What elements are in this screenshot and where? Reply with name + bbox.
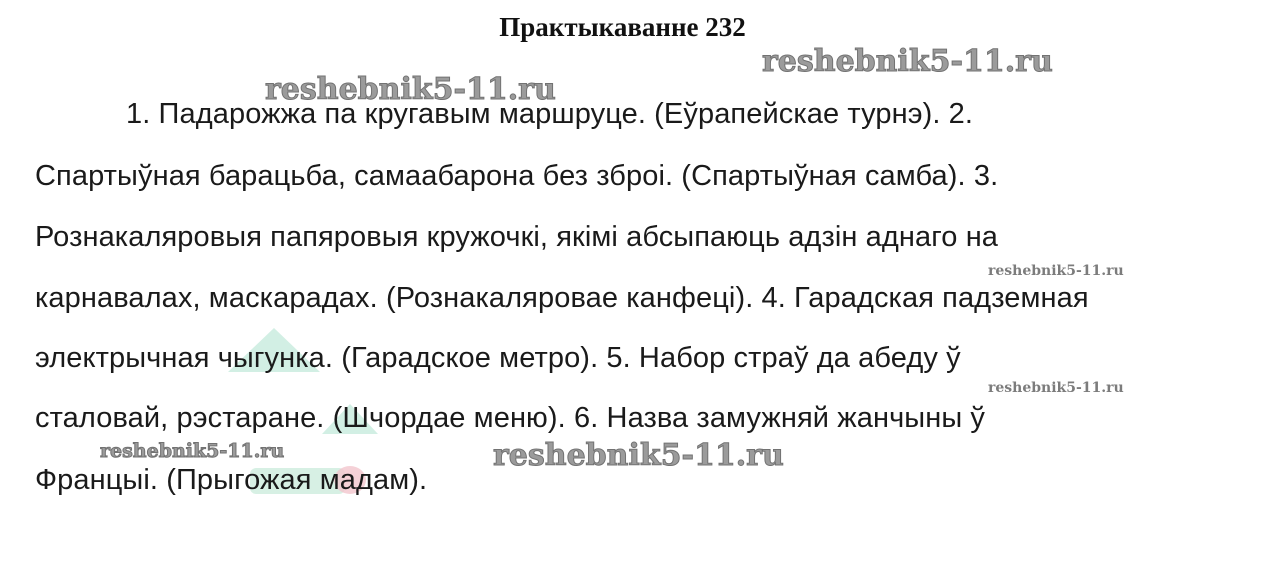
watermark: reshebnik5-11.ru [988,380,1124,396]
text-line-6: сталовай, рэстаране. (Шчордае меню). 6. Назва замужняй жанчыны ў [35,402,986,434]
text-line-2: Спартыўная барацьба, самаабарона без зброі. (Спартыўная самба). 3. [35,160,999,192]
watermark: reshebnik5-11.ru [762,44,1053,79]
text-line-7: Францыі. (Прыгожая мадам). [35,464,428,496]
watermark: reshebnik5-11.ru [265,72,556,107]
watermark: reshebnik5-11.ru [100,440,285,462]
text-line-4: карнавалах, маскарадах. (Рознакаляровае канфеці). 4. Гарадская падземная [35,282,1089,314]
watermark: reshebnik5-11.ru [493,438,784,473]
watermark: reshebnik5-11.ru [988,263,1124,279]
text-line-5: электрычная чыгунка. (Гарадское метро). 5. Набор страў да абеду ў [35,342,961,374]
exercise-title: Практыкаванне 232 [499,12,746,42]
text-line-1: 1. Падарожжа па кругавым маршруце. (Еўрапейскае турнэ). 2. [126,98,974,130]
text-line-3: Рознакаляровыя папяровыя кружочкі, якімі абсыпаюць адзін аднаго на [35,221,999,253]
